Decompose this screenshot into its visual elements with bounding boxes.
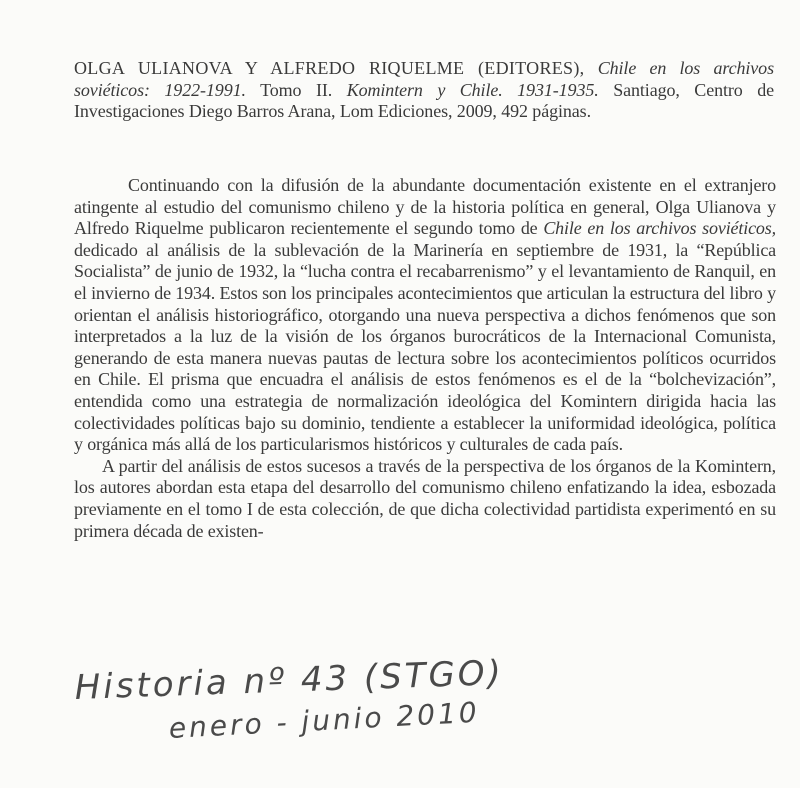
handwritten-journal-note: Historia nº 43 (STGO)	[74, 653, 505, 708]
paragraph-1-book-title: Chile en los archivos soviéticos,	[543, 218, 776, 239]
reference-authors: OLGA ULIANOVA Y ALFREDO RIQUELME (EDITORES),	[74, 58, 585, 78]
paragraph-2: A partir del análisis de estos sucesos a través de la perspectiva de los órganos de la Komintern, los autores abordan esta etapa del desarrollo del comunismo chileno enfatizando la idea, esbozada previamente en el tomo I de esta colección, de que dicha colectividad partidista experimentó en su primera década de existen-	[74, 455, 776, 541]
paragraph-1	[74, 175, 776, 456]
reference-title: Chile en los archivos soviéticos: 1922-1991.	[74, 58, 774, 100]
paragraph-1-text-b: dedicado al análisis de la sublevación de la Marinería en septiembre de 1931, la “República Socialista” de junio de 1932, la “lucha contra el recabarrenismo” y el levantamiento de Ranquil, en el invierno de 1934. Estos son los principales acontecimientos que articulan la estructura del libro y orientan el análisis historiográfico, otorgando una nueva perspectiva a dichos fenómenos que son interpretados a la luz de la visión de los órganos burocráticos de la Internacional Comunista, generando de esta manera nuevas pautas de lectura sobre los acontecimientos políticos ocurridos en Chile. El prisma que encuadra el análisis de estos fenómenos es el de la “bolchevización”, entendida como una estrategia de normalización ideológica del Komintern dirigida hacia las colectividades políticas bajo su dominio, tendiente a establecer la uniformidad ideológica, política y orgánica más allá de los particularismos históricos y culturales de cada país.	[74, 239, 776, 455]
reference-subtitle: Komintern y Chile. 1931-1935.	[346, 79, 599, 100]
paragraph-1-text-a: Continuando con la difusión de la abundante documentación existente en el extranjero atingente al estudio del comunismo chileno y de la historia política en general, Olga Ulianova y Alfredo Riquelme publicaron recientemente el segundo tomo de	[74, 175, 776, 239]
handwritten-date-note: enero - junio 2010	[168, 695, 481, 745]
review-body	[74, 175, 776, 542]
book-reference	[74, 58, 774, 123]
reference-volume: Tomo II.	[260, 79, 333, 100]
reference-publisher: Santiago, Centro de Investigaciones Diego Barros Arana, Lom Ediciones, 2009, 492 páginas.	[74, 79, 775, 121]
